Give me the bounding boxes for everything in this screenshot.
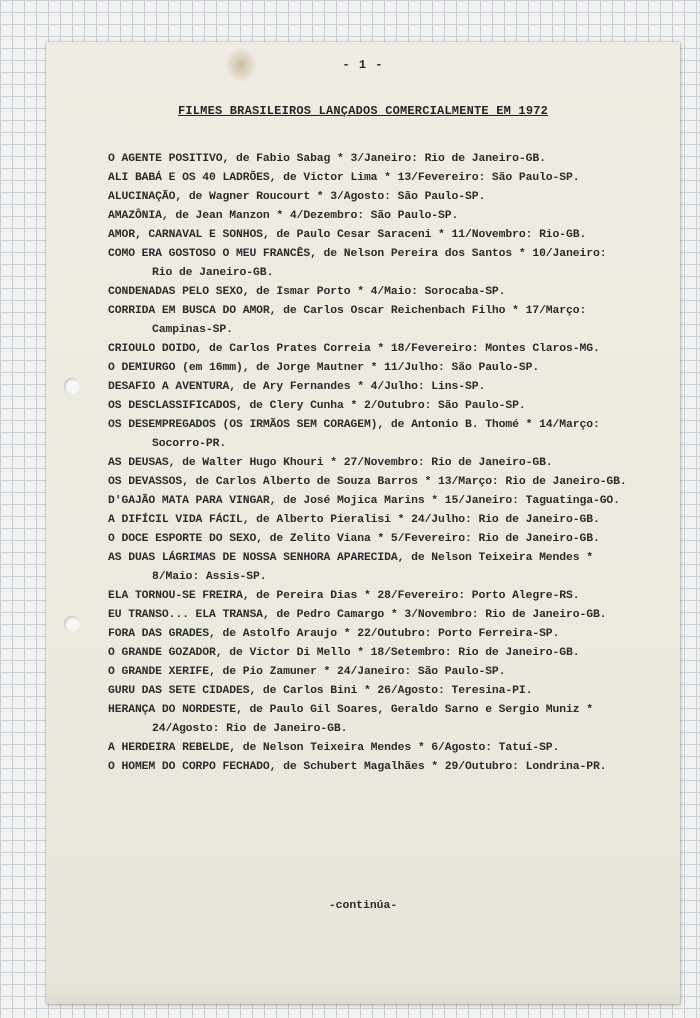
film-entry: ALI BABÁ E OS 40 LADRÕES, de Victor Lima * 13/Fevereiro: São Paulo-SP. (108, 172, 580, 184)
film-entry-continuation: Campinas-SP. (152, 324, 233, 336)
film-entry: AMAZÔNIA, de Jean Manzon * 4/Dezembro: São Paulo-SP. (108, 210, 459, 222)
film-entry: O DEMIURGO (em 16mm), de Jorge Mautner * 11/Julho: São Paulo-SP. (108, 362, 540, 374)
film-entry: O HOMEM DO CORPO FECHADO, de Schubert Magalhães * 29/Outubro: Londrina-PR. (108, 761, 607, 773)
film-entry: CRIOULO DOIDO, de Carlos Prates Correia * 18/Fevereiro: Montes Claros-MG. (108, 343, 600, 355)
film-entry-continuation: Rio de Janeiro-GB. (152, 267, 274, 279)
paper-edge (46, 976, 680, 1004)
film-entry: OS DEVASSOS, de Carlos Alberto de Souza Barros * 13/Março: Rio de Janeiro-GB. (108, 476, 627, 488)
film-entry-continuation: 8/Maio: Assis-SP. (152, 571, 267, 583)
film-entry: AS DUAS LÁGRIMAS DE NOSSA SENHORA APARECIDA, de Nelson Teixeira Mendes * (108, 552, 593, 564)
film-entry: CORRIDA EM BUSCA DO AMOR, de Carlos Oscar Reichenbach Filho * 17/Março: (108, 305, 587, 317)
film-entry: COMO ERA GOSTOSO O MEU FRANCÊS, de Nelson Pereira dos Santos * 10/Janeiro: (108, 248, 607, 260)
film-entry: ELA TORNOU-SE FREIRA, de Pereira Dias * 28/Fevereiro: Porto Alegre-RS. (108, 590, 580, 602)
film-entry: O DOCE ESPORTE DO SEXO, de Zelito Viana * 5/Fevereiro: Rio de Janeiro-GB. (108, 533, 600, 545)
film-entry: D'GAJÃO MATA PARA VINGAR, de José Mojica Marins * 15/Janeiro: Taguatinga-GO. (108, 495, 620, 507)
film-entry: OS DESCLASSIFICADOS, de Clery Cunha * 2/Outubro: São Paulo-SP. (108, 400, 526, 412)
film-entry: CONDENADAS PELO SEXO, de Ismar Porto * 4/Maio: Sorocaba-SP. (108, 286, 506, 298)
film-entry: HERANÇA DO NORDESTE, de Paulo Gil Soares, Geraldo Sarno e Sergio Muniz * (108, 704, 593, 716)
film-entry: O AGENTE POSITIVO, de Fabio Sabag * 3/Janeiro: Rio de Janeiro-GB. (108, 153, 546, 165)
document-page (46, 42, 680, 1004)
continued-note: -continúa- (328, 900, 398, 912)
film-entry: A DIFÍCIL VIDA FÁCIL, de Alberto Pieralisi * 24/Julho: Rio de Janeiro-GB. (108, 514, 600, 526)
film-entry: GURU DAS SETE CIDADES, de Carlos Bini * 26/Agosto: Teresina-PI. (108, 685, 533, 697)
film-entry: O GRANDE XERIFE, de Pio Zamuner * 24/Janeiro: São Paulo-SP. (108, 666, 506, 678)
film-entry: AS DEUSAS, de Walter Hugo Khouri * 27/Novembro: Rio de Janeiro-GB. (108, 457, 553, 469)
film-entry-continuation: 24/Agosto: Rio de Janeiro-GB. (152, 723, 348, 735)
film-entry: EU TRANSO... ELA TRANSA, de Pedro Camargo * 3/Novembro: Rio de Janeiro-GB. (108, 609, 607, 621)
punch-hole (64, 378, 80, 394)
film-list (108, 150, 678, 777)
punch-hole (64, 616, 80, 632)
page-number: - 1 - (342, 58, 384, 72)
film-entry: O GRANDE GOZADOR, de Victor Di Mello * 18/Setembro: Rio de Janeiro-GB. (108, 647, 580, 659)
film-entry: OS DESEMPREGADOS (OS IRMÃOS SEM CORAGEM), de Antonio B. Thomé * 14/Março: (108, 419, 600, 431)
film-entry: ALUCINAÇÃO, de Wagner Roucourt * 3/Agosto: São Paulo-SP. (108, 191, 486, 203)
film-entry: AMOR, CARNAVAL E SONHOS, de Paulo Cesar Saraceni * 11/Novembro: Rio-GB. (108, 229, 587, 241)
film-entry: DESAFIO A AVENTURA, de Ary Fernandes * 4/Julho: Lins-SP. (108, 381, 486, 393)
film-entry: FORA DAS GRADES, de Astolfo Araujo * 22/Outubro: Porto Ferreira-SP. (108, 628, 560, 640)
film-entry: A HERDEIRA REBELDE, de Nelson Teixeira Mendes * 6/Agosto: Tatuí-SP. (108, 742, 560, 754)
document-title: FILMES BRASILEIROS LANÇADOS COMERCIALMENTE EM 1972 (177, 104, 549, 118)
film-entry-continuation: Socorro-PR. (152, 438, 227, 450)
